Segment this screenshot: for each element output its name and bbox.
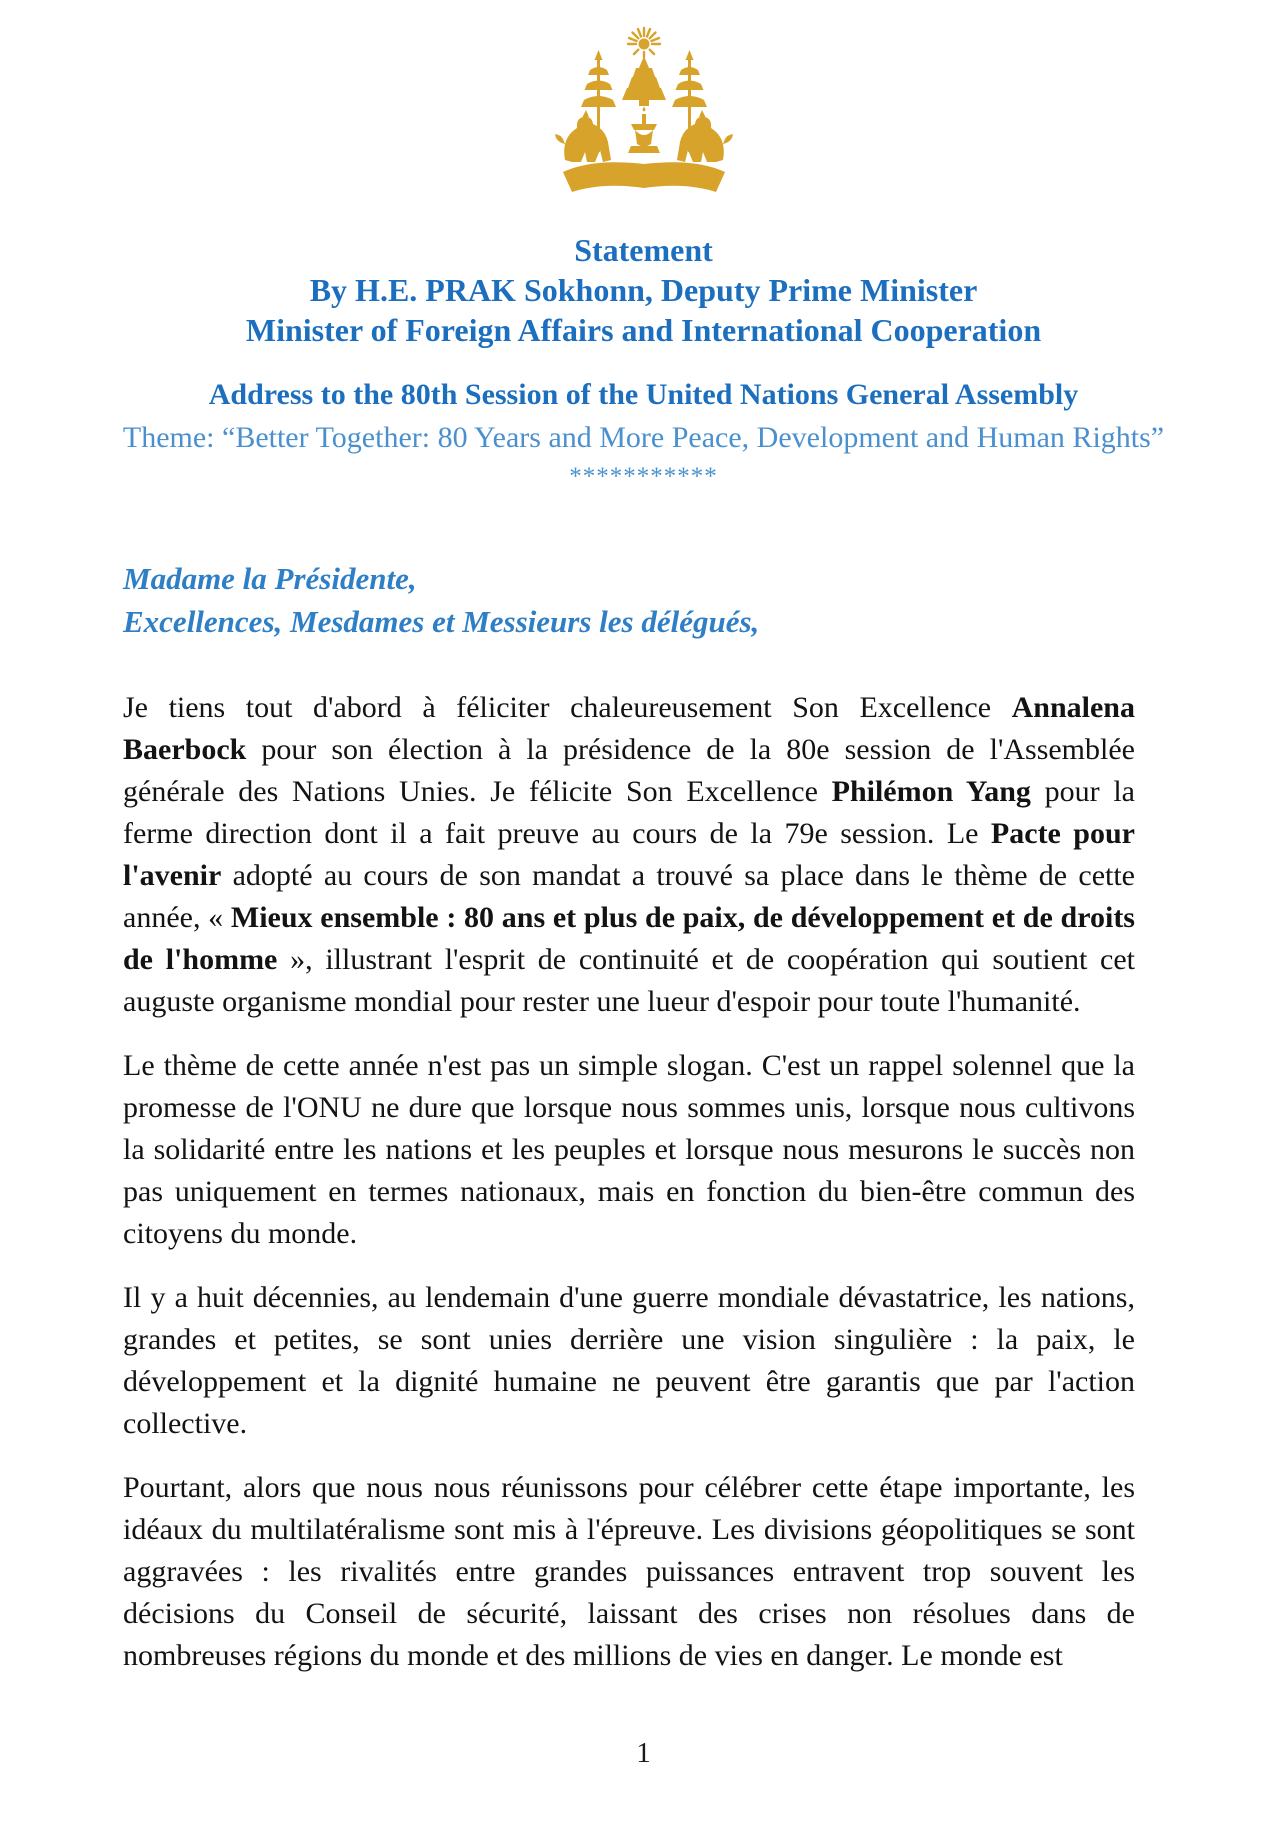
salutation-line-2: Excellences, Mesdames et Messieurs les délégués, bbox=[123, 604, 760, 639]
text-run: pour son élection à la présidence de la 80e session de l'Assemblée générale des Nations Unies. Je félicite Son Excellence bbox=[123, 733, 1135, 808]
page-number: 1 bbox=[636, 1737, 651, 1769]
statement-title: Statement bbox=[574, 232, 713, 268]
paragraph-1 bbox=[123, 687, 1135, 1023]
text-run: pour la ferme direction dont il a fait preuve au cours de la 79e session. Le bbox=[123, 775, 1135, 850]
salutation bbox=[123, 557, 1135, 643]
text-run: adopté au cours de son mandat a trouvé sa place dans le thème de cette année, « bbox=[123, 859, 1135, 934]
speech-text bbox=[123, 687, 1135, 1677]
text-run: », illustrant l'esprit de continuité et de coopération qui soutient cet auguste organisme mondial pour rester une lueur d'espoir pour toute l'humanité. bbox=[123, 943, 1135, 1018]
theme-line: Theme: “Better Together: 80 Years and More Peace, Development and Human Rights” bbox=[122, 421, 1165, 454]
author-line: By H.E. PRAK Sokhonn, Deputy Prime Minister bbox=[309, 272, 978, 308]
text-run-bold: Annalena Baerbock bbox=[123, 691, 1135, 766]
text-run: Le thème de cette année n'est pas un simple slogan. C'est un rappel solennel que la promesse de l'ONU ne dure que lorsque nous sommes unis, lorsque nous cultivons la solidarité entre les nations et les peuples et lorsque nous mesurons le succès non pas uniquement en termes nationaux, mais en fonction du bien-être commun des citoyens du monde. bbox=[123, 1049, 1135, 1250]
text-run-bold: Philémon Yang bbox=[831, 775, 1031, 808]
minister-line: Minister of Foreign Affairs and International Cooperation bbox=[245, 312, 1042, 348]
paragraph-4 bbox=[123, 1467, 1135, 1677]
royal-arms-icon bbox=[551, 26, 737, 202]
text-run-bold: Mieux ensemble : 80 ans et plus de paix, de développement et de droits de l'homme bbox=[123, 901, 1135, 976]
document-body bbox=[123, 557, 1135, 1677]
document-header bbox=[0, 230, 1287, 491]
paragraph-3 bbox=[123, 1277, 1135, 1445]
address-line: Address to the 80th Session of the United Nations General Assembly bbox=[208, 378, 1079, 411]
royal-arms-emblem bbox=[0, 0, 1287, 202]
paragraph-2 bbox=[123, 1045, 1135, 1255]
text-run-bold: Pacte pour l'avenir bbox=[123, 817, 1135, 892]
text-run: Pourtant, alors que nous nous réunissons pour célébrer cette étape importante, les idéaux du multilatéralisme sont mis à l'épreuve. Les divisions géopolitiques se sont aggravées : les rivalités entre grandes puissances entravent trop souvent les décisions du Conseil de sécurité, laissant des crises non résolues dans de nombreuses régions du monde et des millions de vies en danger. Le monde est bbox=[123, 1471, 1135, 1672]
salutation-line-1: Madame la Présidente, bbox=[123, 561, 417, 596]
text-run: Il y a huit décennies, au lendemain d'une guerre mondiale dévastatrice, les nations, grandes et petites, se sont unies derrière une vision singulière : la paix, le développement et la dignité humaine ne peuvent être garantis que par l'action collective. bbox=[123, 1281, 1135, 1440]
text-run: Je tiens tout d'abord à féliciter chaleureusement Son Excellence bbox=[123, 691, 1012, 724]
separator-stars: *********** bbox=[569, 463, 718, 490]
